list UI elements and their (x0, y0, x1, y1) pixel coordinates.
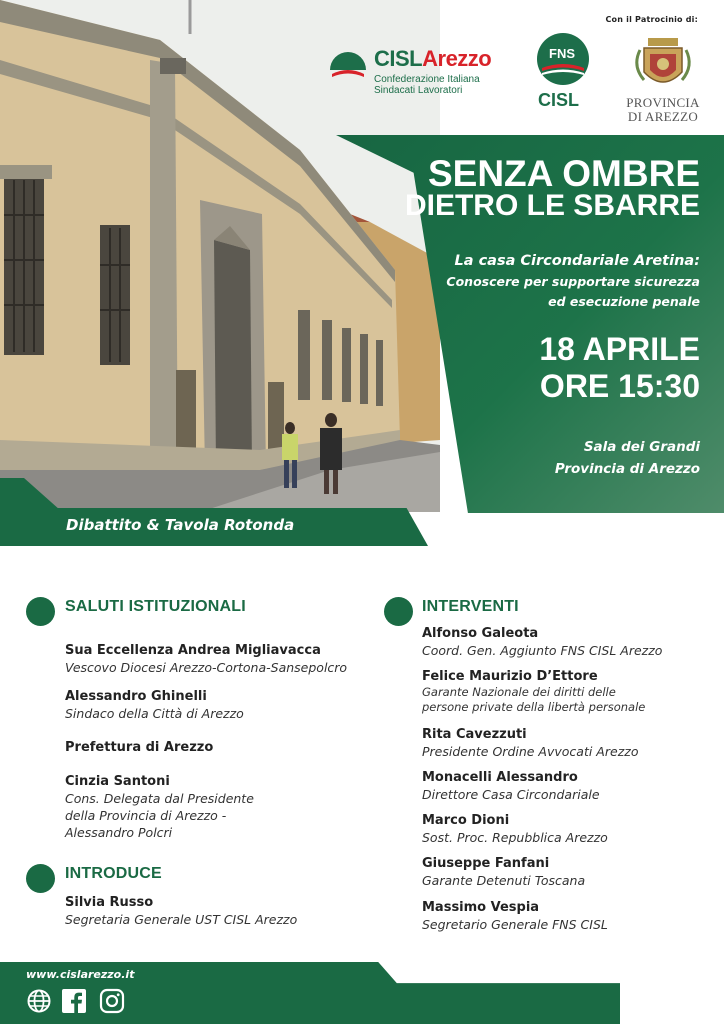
instagram-icon[interactable] (99, 988, 125, 1014)
speaker-name: Alessandro Ghinelli (65, 689, 207, 704)
facebook-icon[interactable] (61, 988, 87, 1014)
speaker-role: Direttore Casa Circondariale (422, 787, 600, 802)
event-time: ORE 15:30 (539, 368, 700, 404)
speaker-name: Marco Dioni (422, 813, 510, 828)
venue-line2: Provincia di Arezzo (554, 461, 700, 477)
interventi-entry (422, 668, 645, 715)
cisl-name (374, 46, 491, 72)
section-heading-introduce: INTRODUCE (65, 865, 162, 882)
event-datetime (539, 331, 700, 405)
speaker-role: Sindaco della Città di Arezzo (65, 706, 244, 721)
event-title-line1: SENZA OMBRE (427, 153, 700, 194)
speaker-name: Massimo Vespia (422, 900, 540, 915)
speaker-name: Felice Maurizio D’Ettore (422, 669, 598, 684)
cisl-emblem-icon (326, 44, 370, 88)
venue-line1: Sala dei Grandi (583, 439, 700, 455)
speaker-role: della Provincia di Arezzo - (65, 808, 227, 823)
event-subtitle-line2: Conoscere per supportare sicurezza (446, 274, 700, 289)
interventi-entry (422, 726, 638, 760)
section-heading-saluti: SALUTI ISTITUZIONALI (65, 598, 246, 615)
event-venue (555, 436, 700, 480)
speaker-name: Sua Eccellenza Andrea Migliavacca (65, 643, 321, 658)
introduce-entry (65, 894, 297, 928)
cisl-name-part1: CISL (374, 46, 423, 71)
website-link[interactable]: www.cislarezzo.it (26, 968, 135, 981)
speaker-name: Giuseppe Fanfani (422, 856, 550, 871)
cisl-subtitle (374, 74, 480, 96)
speaker-name: Silvia Russo (65, 895, 154, 910)
event-title (404, 153, 700, 224)
speaker-name: Monacelli Alessandro (422, 770, 578, 785)
speaker-name: Rita Cavezzuti (422, 727, 527, 742)
patronage-label: Con il Patrocinio di: (605, 15, 698, 24)
speaker-role: Garante Nazionale dei diritti delle (422, 685, 616, 699)
cisl-arezzo-logo (326, 42, 526, 102)
section-bullet-icon (26, 597, 55, 626)
interventi-entry (422, 625, 662, 659)
provincia-text (618, 96, 708, 124)
speaker-role: Alessandro Polcri (65, 825, 173, 840)
provincia-line1: PROVINCIA (626, 95, 700, 110)
speaker-name: Prefettura di Arezzo (65, 740, 214, 755)
speaker-role: Garante Detenuti Toscana (422, 873, 586, 888)
section-bullet-icon (384, 597, 413, 626)
section-heading-interventi: INTERVENTI (422, 598, 519, 615)
speaker-role: Segretaria Generale UST CISL Arezzo (65, 912, 298, 927)
cisl-name-part2: Arezzo (422, 46, 492, 71)
speaker-role: Sost. Proc. Repubblica Arezzo (422, 830, 608, 845)
saluti-entry (65, 642, 347, 676)
speaker-name: Alfonso Galeota (422, 626, 539, 641)
provincia-line2: DI AREZZO (627, 109, 699, 124)
section-bullet-icon (26, 864, 55, 893)
event-date: 18 APRILE (539, 331, 700, 367)
speaker-role: Cons. Delegata dal Presidente (65, 791, 254, 806)
event-subtitle-line3: ed esecuzione penale (548, 294, 700, 309)
event-subtitle-line1: La casa Circondariale Aretina: (454, 253, 700, 269)
cisl-sub-line1: Confederazione Italiana (374, 74, 480, 85)
interventi-entry (422, 812, 608, 846)
globe-icon[interactable] (26, 988, 52, 1014)
speaker-role: persone private della libertà personale (422, 700, 646, 714)
event-title-line2: DIETRO LE SBARRE (404, 189, 700, 222)
cisl-sub-line2: Sindacati Lavoratori (374, 85, 463, 96)
fns-text: FNS (549, 46, 575, 61)
speaker-role: Vescovo Diocesi Arezzo-Cortona-Sansepolcro (65, 660, 348, 675)
fns-cisl-text: CISL (538, 90, 580, 110)
speaker-name: Cinzia Santoni (65, 774, 170, 789)
event-subtitle (446, 250, 700, 312)
speaker-role: Segretario Generale FNS CISL (422, 917, 608, 932)
speaker-role: Coord. Gen. Aggiunto FNS CISL Arezzo (422, 643, 663, 658)
ribbon-label: Dibattito & Tavola Rotonda (66, 516, 295, 534)
saluti-entry (65, 688, 244, 722)
saluti-entry (65, 773, 254, 841)
provincia-arezzo-logo (618, 36, 708, 128)
coat-of-arms-icon (618, 36, 708, 94)
interventi-entry (422, 899, 608, 933)
interventi-entry (422, 769, 600, 803)
saluti-entry (65, 739, 213, 756)
interventi-entry (422, 855, 585, 889)
speaker-role: Presidente Ordine Avvocati Arezzo (422, 744, 639, 759)
fns-cisl-logo (536, 32, 596, 112)
